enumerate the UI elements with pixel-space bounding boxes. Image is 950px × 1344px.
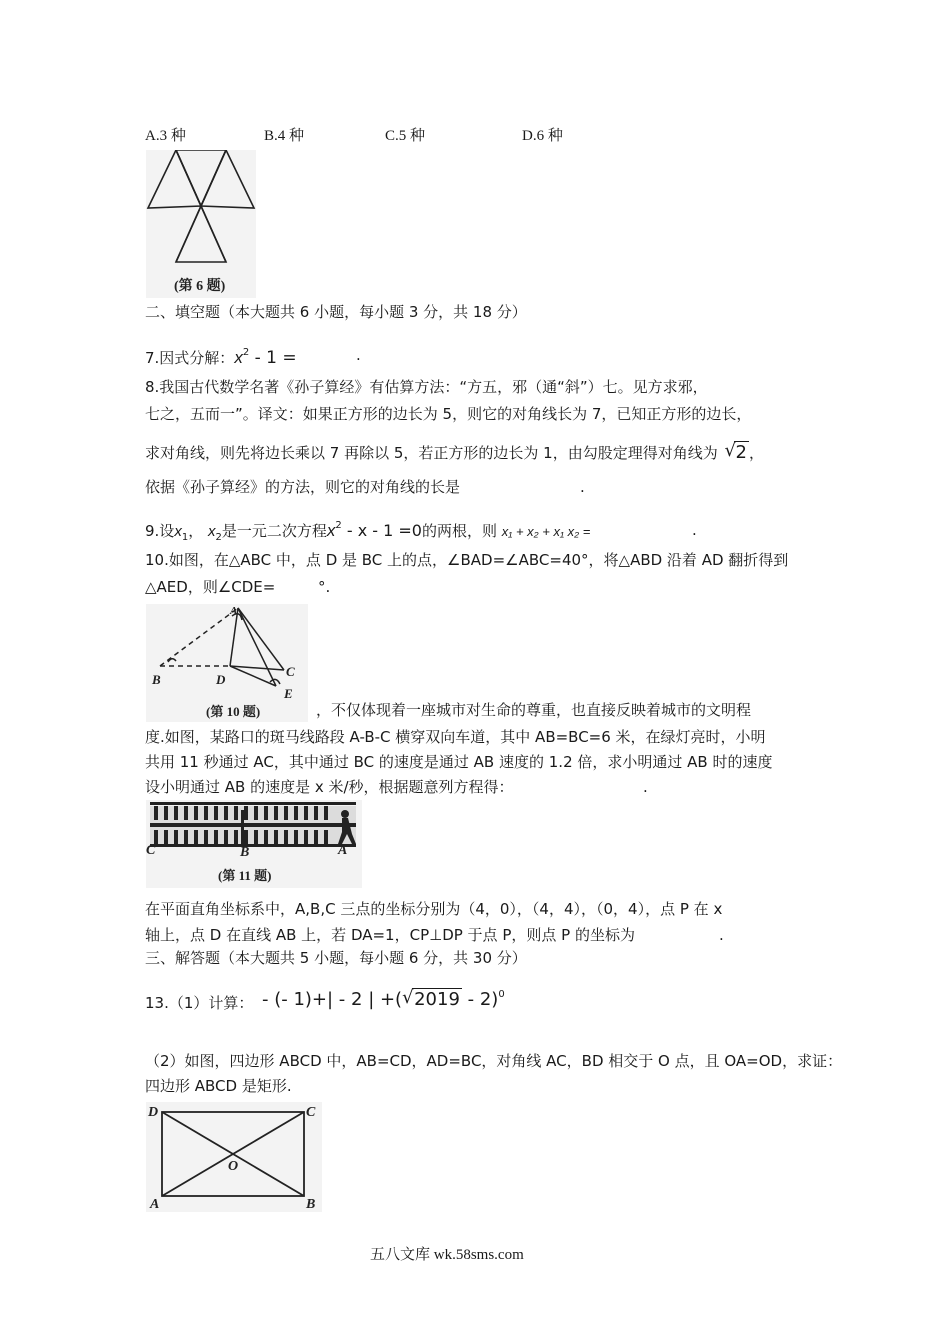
q13-label-c: C (306, 1105, 316, 1120)
q13-figure (146, 1102, 322, 1212)
q12-line2: 轴上，点 D 在直线 AB 上，若 DA=1，CP⊥DP 于点 P，则点 P 的坐标为 (145, 926, 635, 944)
q8-line1: 8.我国古代数学名著《孙子算经》有估算方法：“方五，邪（通“斜”）七。见方求邪， (145, 378, 708, 396)
q8-line3: 求对角线，则先将边长乘以 7 再除以 5，若正方形的边长为 1，由勾股定理得对角线为 √ 2 ， (145, 440, 764, 463)
q11-figure-caption: (第 11 题) (218, 868, 272, 883)
q12-line1: 在平面直角坐标系中，A,B,C 三点的坐标分别为（4，0），（4，4），（0，4），点 P 在 x (145, 900, 723, 918)
q13-label-b: B (306, 1197, 316, 1212)
q10-label-d: D (216, 672, 226, 687)
q6-figure (146, 150, 256, 298)
q11-line2: 度.如图，某路口的斑马线路段 A-B-C 横穿双向车道，其中 AB=BC=6 米，在绿灯亮时，小明 (145, 728, 766, 746)
q11-line3: 共用 11 秒通过 AC，其中通过 BC 的速度是通过 AB 速度的 1.2 倍，求小明通过 AB 时的速度 (145, 753, 773, 771)
q10-label-b: B (152, 672, 161, 687)
q13-expression: - (- 1)+| - 2 | +( √ 2019 - 2)$^0$ (262, 987, 505, 1010)
q10-label-e: E (284, 686, 293, 701)
q10-line2: △AED，则∠CDE= (145, 578, 276, 596)
q13-part2-line1: （2）如图，四边形 ABCD 中，AB=CD，AD=BC，对角线 AC，BD 相交于 O 点，且 OA=OD，求证： (145, 1052, 843, 1070)
q9-end: . (692, 521, 697, 539)
q11-figure (146, 800, 362, 888)
q13-label-d: D (148, 1105, 159, 1120)
q6-option-b: B.4 种 (264, 128, 305, 144)
q13-prefix: 13.（1）计算： (145, 994, 254, 1012)
q6-option-a: A.3 种 (145, 128, 186, 144)
q11-label-c: C (146, 843, 156, 858)
q10-figure-caption: (第 10 题) (206, 704, 261, 719)
q8-line4: 依据《孙子算经》的方法，则它的对角线的长是 (145, 478, 461, 496)
q11-line4: 设小明通过 AB 的速度是 x 米/秒，根据题意列方程得： (145, 778, 514, 796)
q10-line2-end: °. (318, 578, 331, 596)
q6-option-d: D.6 种 (522, 128, 563, 144)
q11-label-a: A (338, 843, 348, 858)
q8-line2: 七之，五而一”。译文：如果正方形的边长为 5，则它的对角线长为 7，已知正方形的边长， (145, 405, 752, 423)
q10-label-c: C (286, 664, 295, 679)
q10-line1: 10.如图，在△ABC 中，点 D 是 BC 上的点，∠BAD=∠ABC=40°，将△ABD 沿着 AD 翻折得到 (145, 551, 789, 569)
q12-line2-end: . (719, 926, 724, 944)
q11-line1: ，不仅体现着一座城市对生命的尊重，也直接反映着城市的文明程 (316, 701, 752, 719)
q13-label-o: O (228, 1159, 239, 1174)
section2-heading: 二、填空题（本大题共 6 小题，每小题 3 分，共 18 分） (145, 303, 527, 321)
q11-line4-end: . (643, 778, 648, 796)
q10-label-a: A (230, 605, 238, 617)
q13-label-a: A (150, 1197, 160, 1212)
q7-end: . (356, 346, 361, 364)
q10-figure (146, 604, 308, 722)
footer-watermark: 五八文库 wk.58sms.com (370, 1247, 524, 1263)
q8-line4-end: . (580, 478, 585, 496)
section3-heading: 三、解答题（本大题共 5 小题，每小题 6 分，共 30 分） (145, 949, 527, 967)
q6-figure-caption: (第 6 题) (174, 279, 226, 294)
q9-text: 9.设$x_1$， $x_2$是一元二次方程$x^2 - x - 1 =0$的两根，则 x₁ + x₂ + x₁ x₂ = (145, 520, 591, 543)
q7-text: 7.因式分解：$x^2 - 1$ = (145, 347, 297, 368)
q11-label-b: B (240, 845, 250, 860)
q13-part2-line2: 四边形 ABCD 是矩形. (145, 1077, 292, 1095)
q6-option-c: C.5 种 (385, 128, 426, 144)
